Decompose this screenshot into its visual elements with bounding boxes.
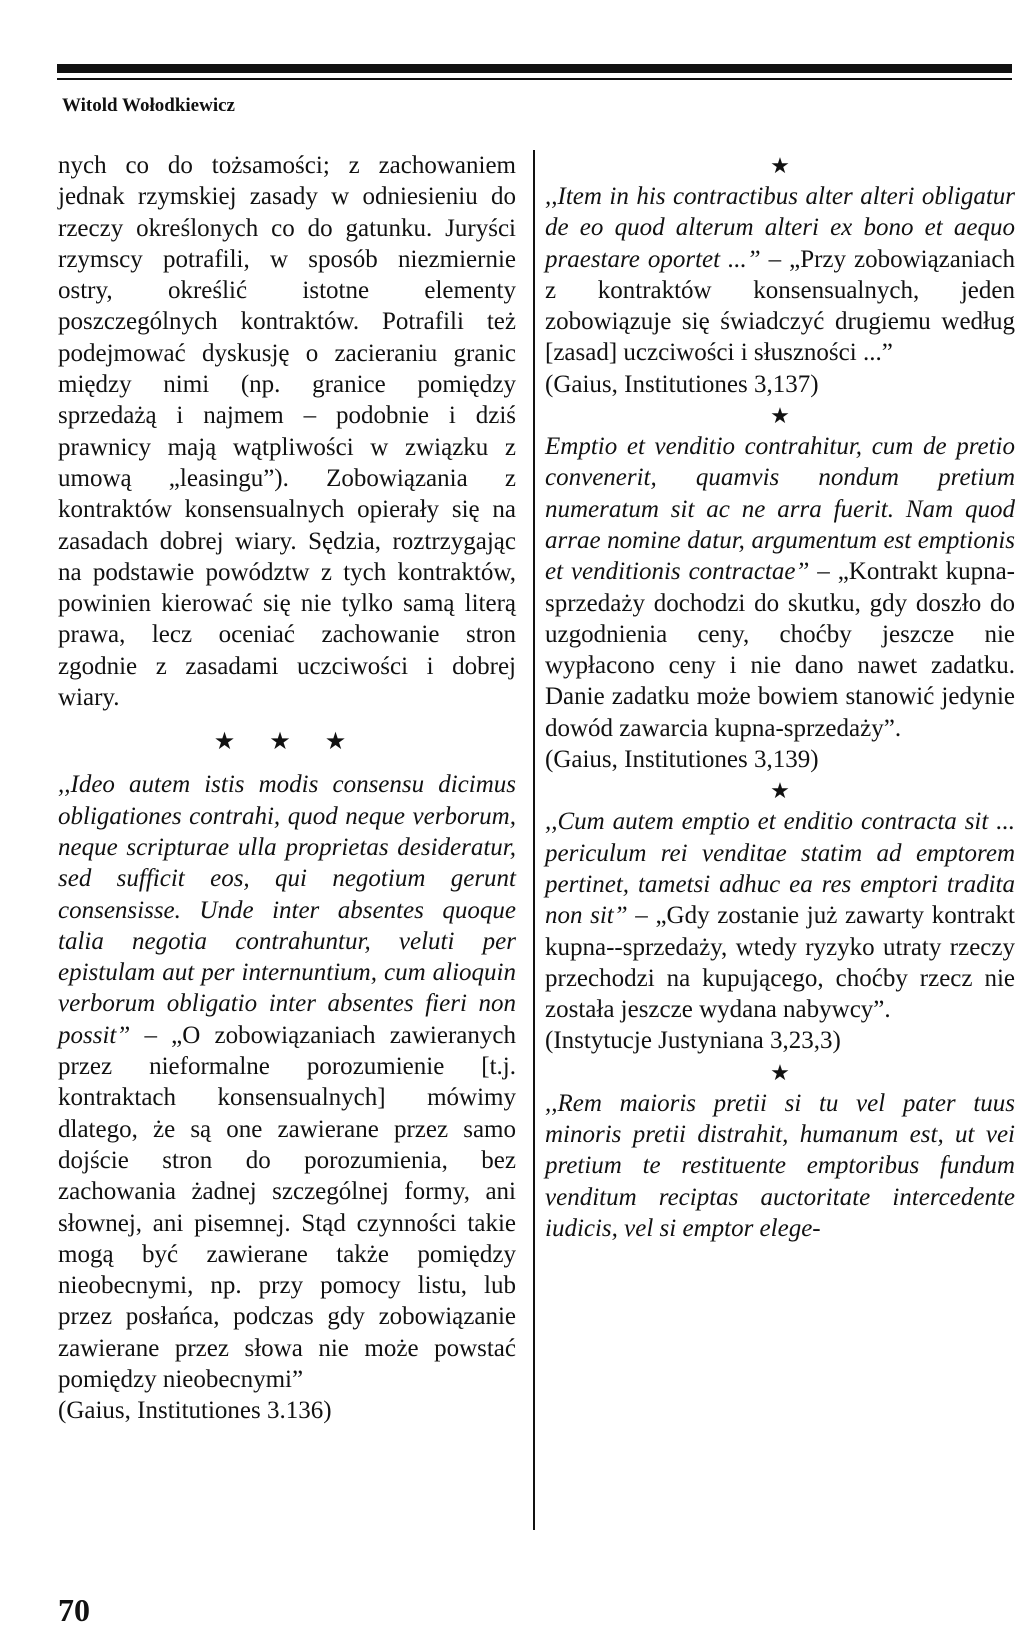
quote-gaius-3-139	[545, 431, 1015, 744]
latin-quote: ,,Cum autem emptio et enditio contracta sit ... periculum rei venditae statim ad emptorem pertinet, tametsi adhuc ea res emptori tradita non sit”	[545, 808, 1015, 930]
polish-translation: – „Kontrakt kupna-sprzedaży dochodzi do skutku, gdy doszło do uzgodnienia ceny, choćby jeszcze nie wypłacono ceny i nie dano nawet zadatku. Danie zadatku może bowiem stanowić jedynie dowód zawarcia kupna-sprzedaży”.	[545, 558, 1016, 742]
citation: (Gaius, Institutiones 3,139)	[545, 746, 819, 774]
page-number: 70	[58, 1592, 90, 1628]
polish-translation: – „Gdy zostanie już zawarty kontrakt kupna--sprzedaży, wtedy ryzyko utraty rzeczy przechodzi na kupującego, choćby rzecz nie została jeszcze wydana nabywcy”.	[545, 902, 1016, 1024]
polish-translation: – „Przy zobowiązaniach z kontraktów konsensualnych, jeden zobowiązuje się świadczyć drugiemu według [zasad] uczciwości i słuszności ...”	[545, 245, 1015, 367]
quote-institutes-3-23-3	[545, 806, 1015, 1025]
quote-gaius-3-136	[58, 769, 516, 1395]
latin-quote: Emptio et venditio contrahitur, cum de pretio convenerit, quamvis nondum pretium numeratum sit ac ne arra fuerit. Nam quod arrae nomine datur, argumentum est emptionis et venditionis contractae”	[545, 433, 1015, 586]
latin-quote: ,,Item in his contractibus alter alteri obligatur de eo quod alterum alteri ex bono et aequo praestare oportet ...”	[545, 183, 1015, 273]
citation: (Instytucje Justyniana 3,23,3)	[545, 1027, 841, 1055]
star-separator: ★	[770, 153, 790, 178]
star-separator: ★	[770, 403, 790, 429]
running-header-author: Witold Wołodkiewicz	[62, 95, 235, 116]
header-rule-thin	[57, 78, 1012, 80]
citation: (Gaius, Institutiones 3,137)	[545, 370, 819, 398]
body-paragraph: nych co do tożsamości; z zachowaniem jednak rzymskiej zasady w odniesieniu do rzeczy określonych co do gatunku. Juryści rzymscy potrafili, w sposób niezmiernie ostry, określić istotne elementy poszczególnych kontraktów. Potrafili też podejmować dyskusję o zacieraniu granic między nimi (np. granice pomiędzy sprzedażą i najmem – podobnie i dziś prawnicy mają wątpliwości w związku z umową „leasingu”). Zobowiązania z kontraktów konsensualnych opierały się na zasadach dobrej wiary. Sędzia, roztrzygając na podstawie powództw z tych kontraktów, powinien kierować się nie tylko samą literą prawa, lecz oceniać zachowanie stron zgodnie z zasadami uczciwości i dobrej wiary.	[58, 152, 516, 712]
section-separator-stars: ★ ★ ★	[213, 729, 361, 756]
polish-translation: – „O zobowiązaniach zawieranych przez nieformalne porozumienie [t.j. kontraktach konsensualnych] mówimy dlatego, że są one zawierane przez samo dojście stron do porozumienia, bez zachowania żadnej szczególnej formy, ani słownej, ani pisemnej. Stąd czynności takie mogą być zawierane także pomiędzy nieobecnymi, np. przy pomocy listu, lub przez posłańca, podczas gdy zobowiązanie zawierane przez słowa nie może powstać pomiędzy nieobecnymi”	[58, 1021, 516, 1393]
latin-quote: ,,Ideo autem istis modis consensu dicimus obligationes contrahi, quod neque verborum, neque scripturae ulla proprietas desideratur, sed sufficit eos, qui negotium gerunt consensisse. Unde inter absentes quoque talia negotia contrahuntur, veluti per epistulam aut per internuntium, cum alioquin verborum obligatio inter absentes fieri non possit”	[58, 771, 516, 1049]
column-divider	[533, 150, 535, 1530]
right-column	[545, 150, 1015, 1244]
latin-quote: ,,Rem maioris pretii si tu vel pater tuus minoris pretii distrahit, humanum est, ut vei pretium te restituente emptoribus fundum venditum reciptas auctoritate intercedente iudicis, vel si emptor elege-	[545, 1089, 1015, 1242]
quote-latin-continuing	[545, 1088, 1015, 1244]
star-separator: ★	[770, 778, 790, 804]
quote-gaius-3-137	[545, 181, 1015, 369]
citation: (Gaius, Institutiones 3.136)	[58, 1397, 332, 1425]
star-separator: ★	[770, 1059, 790, 1085]
left-column	[58, 150, 516, 1427]
header-rule-thick	[57, 64, 1012, 73]
